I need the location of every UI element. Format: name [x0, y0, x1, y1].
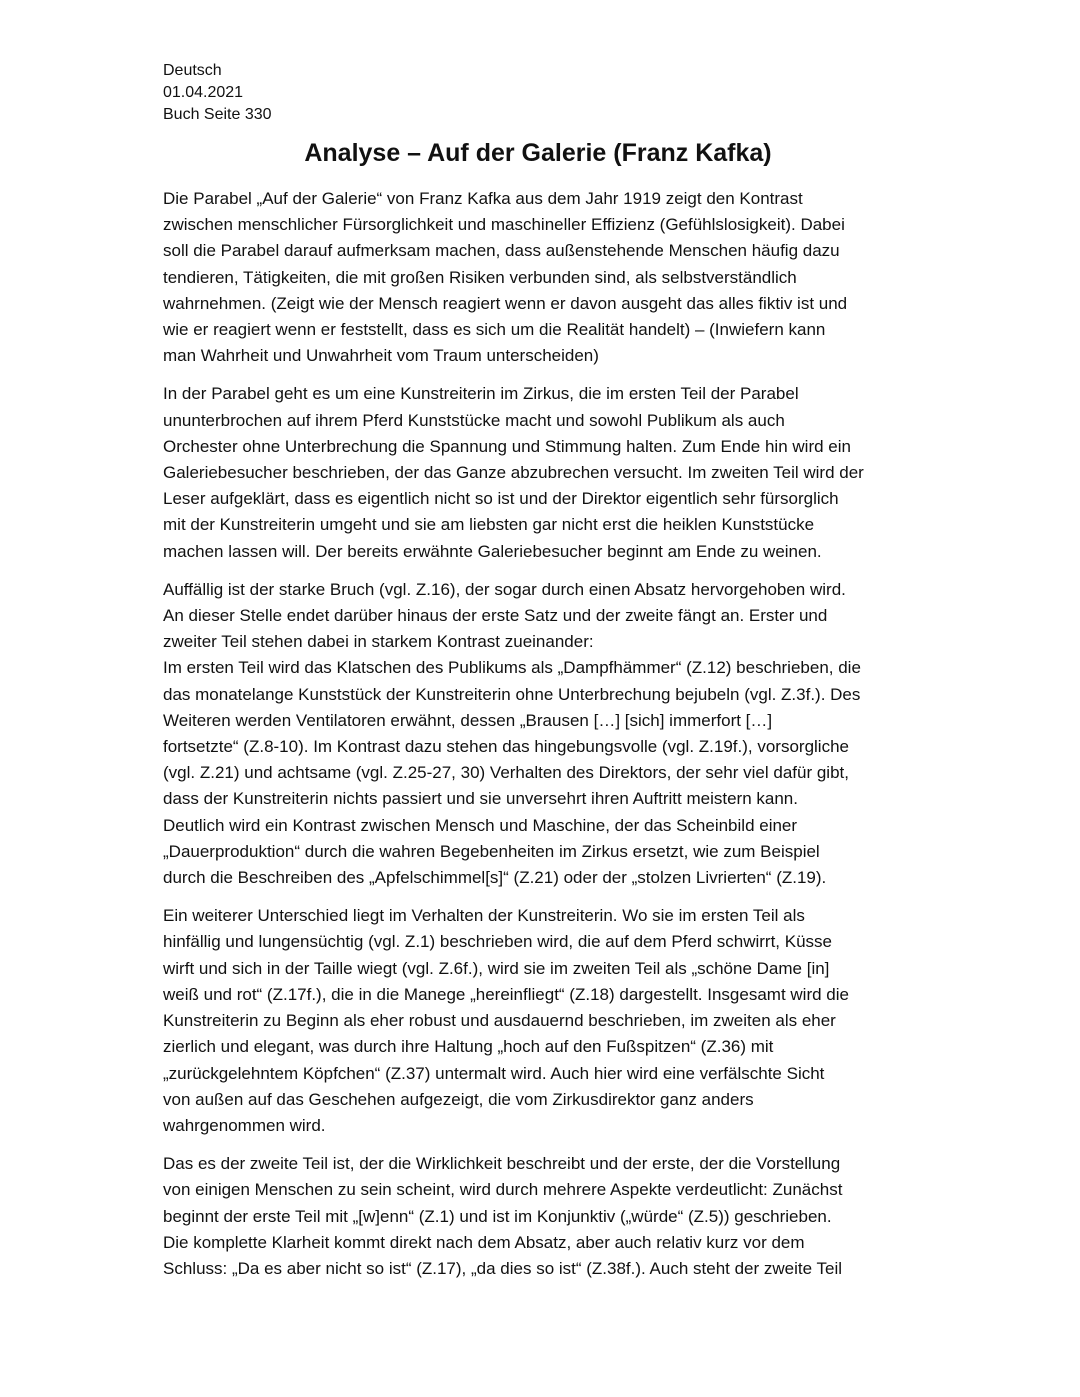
paragraph-line: von außen auf das Geschehen aufgezeigt, die vom Zirkusdirektor ganz anders [163, 1089, 754, 1109]
paragraph-line: mit der Kunstreiterin umgeht und sie am liebsten gar nicht erst die heiklen Kunststücke [163, 515, 815, 535]
document-title: Analyse – Auf der Galerie (Franz Kafka) [304, 139, 772, 167]
paragraph-line: von einigen Menschen zu sein scheint, wird durch mehrere Aspekte verdeutlicht: Zunächst [163, 1180, 843, 1200]
paragraph-line: zweiter Teil stehen dabei in starkem Kontrast zueinander: [163, 632, 594, 652]
paragraph-line: dass der Kunstreiterin nichts passiert und sie unversehrt ihren Auftritt meistern kann. [163, 789, 798, 809]
paragraph-line: Im ersten Teil wird das Klatschen des Publikums als „Dampfhämmer“ (Z.12) beschrieben, die [163, 658, 861, 678]
paragraph-line: Die komplette Klarheit kommt direkt nach dem Absatz, aber auch relativ kurz vor dem [163, 1232, 805, 1252]
paragraph-line: „Dauerproduktion“ durch die wahren Begebenheiten im Zirkus ersetzt, wie zum Beispiel [163, 841, 820, 861]
paragraph-line: Ein weiterer Unterschied liegt im Verhalten der Kunstreiterin. Wo sie im ersten Teil als [163, 906, 805, 926]
paragraph-line: beginnt der erste Teil mit „[w]enn“ (Z.1) und ist im Konjunktiv („würde“ (Z.5)) geschrieben. [163, 1206, 832, 1226]
paragraph-line: In der Parabel geht es um eine Kunstreiterin im Zirkus, die im ersten Teil der Parabel [163, 384, 799, 404]
document-page [163, 60, 913, 1294]
paragraph-line: Die Parabel „Auf der Galerie“ von Franz Kafka aus dem Jahr 1919 zeigt den Kontrast [163, 189, 803, 208]
paragraph-line: weiß und rot“ (Z.17f.), die in die Manege „hereinfliegt“ (Z.18) dargestellt. Insgesamt wird die [163, 984, 849, 1004]
paragraph-line: tendieren, Tätigkeiten, die mit großen Risiken verbunden sind, als selbstverständlich [163, 267, 797, 287]
paragraph-line: Galeriebesucher beschrieben, der das Ganze abzubrechen versucht. Im zweiten Teil wird der [163, 463, 864, 483]
header-date: 01.04.2021 [163, 84, 244, 101]
paragraph-line: (vgl. Z.21) und achtsame (vgl. Z.25-27, 30) Verhalten des Direktors, der sehr viel dafür gibt, [163, 763, 849, 783]
header-subject: Deutsch [163, 62, 222, 79]
paragraph-line: hinfällig und lungensüchtig (vgl. Z.1) beschrieben wird, die auf dem Pferd schwirrt, Küsse [163, 932, 833, 952]
paragraph-line: ununterbrochen auf ihrem Pferd Kunststücke macht und sowohl Publikum als auch [163, 410, 785, 430]
paragraph-line: Leser aufgeklärt, dass es eigentlich nicht so ist und der Direktor eigentlich sehr fürsorglich [163, 489, 839, 509]
paragraph-line: durch die Beschreiben des „Apfelschimmel[s]“ (Z.21) oder der „stolzen Livrierten“ (Z.19). [163, 868, 827, 888]
paragraph-1 [163, 186, 913, 369]
paragraph-line: „zurückgelehntem Köpfchen“ (Z.37) untermalt wird. Auch hier wird eine verfälschte Sicht [163, 1063, 825, 1083]
header-reference: Buch Seite 330 [163, 106, 272, 123]
paragraph-line: zierlich und elegant, was durch ihre Haltung „hoch auf den Fußspitzen“ (Z.36) mit [163, 1037, 774, 1057]
paragraph-5 [163, 1151, 913, 1282]
paragraph-line: man Wahrheit und Unwahrheit vom Traum unterscheiden) [163, 346, 599, 366]
paragraph-line: An dieser Stelle endet darüber hinaus der erste Satz und der zweite fängt an. Erster und [163, 606, 828, 626]
paragraph-line: fortsetzte“ (Z.8-10). Im Kontrast dazu stehen das hingebungsvolle (vgl. Z.19f.), vorsorgliche [163, 737, 849, 757]
paragraph-line: das monatelange Kunststück der Kunstreiterin ohne Unterbrechung bejubeln (vgl. Z.3f.). Des [163, 684, 861, 704]
paragraph-line: wahrgenommen wird. [163, 1115, 326, 1135]
paragraph-2 [163, 381, 913, 564]
paragraph-line: wie er reagiert wenn er feststellt, dass es sich um die Realität handelt) – (Inwiefern kann [163, 320, 826, 340]
document-body [163, 186, 913, 1282]
paragraph-line: Kunstreiterin zu Beginn als eher robust und ausdauernd beschrieben, im zweiten als eher [163, 1011, 836, 1031]
paragraph-line: Weiteren werden Ventilatoren erwähnt, dessen „Brausen […] [sich] immerfort […] [163, 710, 773, 730]
paragraph-line: Deutlich wird ein Kontrast zwischen Mensch und Maschine, der das Scheinbild einer [163, 815, 798, 835]
paragraph-line: Das es der zweite Teil ist, der die Wirklichkeit beschreibt und der erste, der die Vorstellung [163, 1154, 841, 1174]
paragraph-3 [163, 577, 913, 891]
paragraph-line: Auffällig ist der starke Bruch (vgl. Z.16), der sogar durch einen Absatz hervorgehoben wird. [163, 579, 846, 599]
paragraph-line: Schluss: „Da es aber nicht so ist“ (Z.17), „da dies so ist“ (Z.38f.). Auch steht der zweite Teil [163, 1258, 843, 1278]
paragraph-line: wirft und sich in der Taille wiegt (vgl. Z.6f.), wird sie im zweiten Teil als „schöne Dame [in] [163, 958, 830, 978]
paragraph-line: soll die Parabel darauf aufmerksam machen, dass außenstehende Menschen häufig dazu [163, 241, 840, 261]
paragraph-4 [163, 903, 913, 1139]
paragraph-line: Orchester ohne Unterbrechung die Spannung und Stimmung halten. Zum Ende hin wird ein [163, 436, 851, 456]
paragraph-line: wahrnehmen. (Zeigt wie der Mensch reagiert wenn er davon ausgeht das alles fiktiv ist und [163, 293, 848, 313]
paragraph-line: machen lassen will. Der bereits erwähnte Galeriebesucher beginnt am Ende zu weinen. [163, 541, 822, 561]
paragraph-line: zwischen menschlicher Fürsorglichkeit und maschineller Effizienz (Gefühlslosigkeit). Dabei [163, 215, 845, 235]
